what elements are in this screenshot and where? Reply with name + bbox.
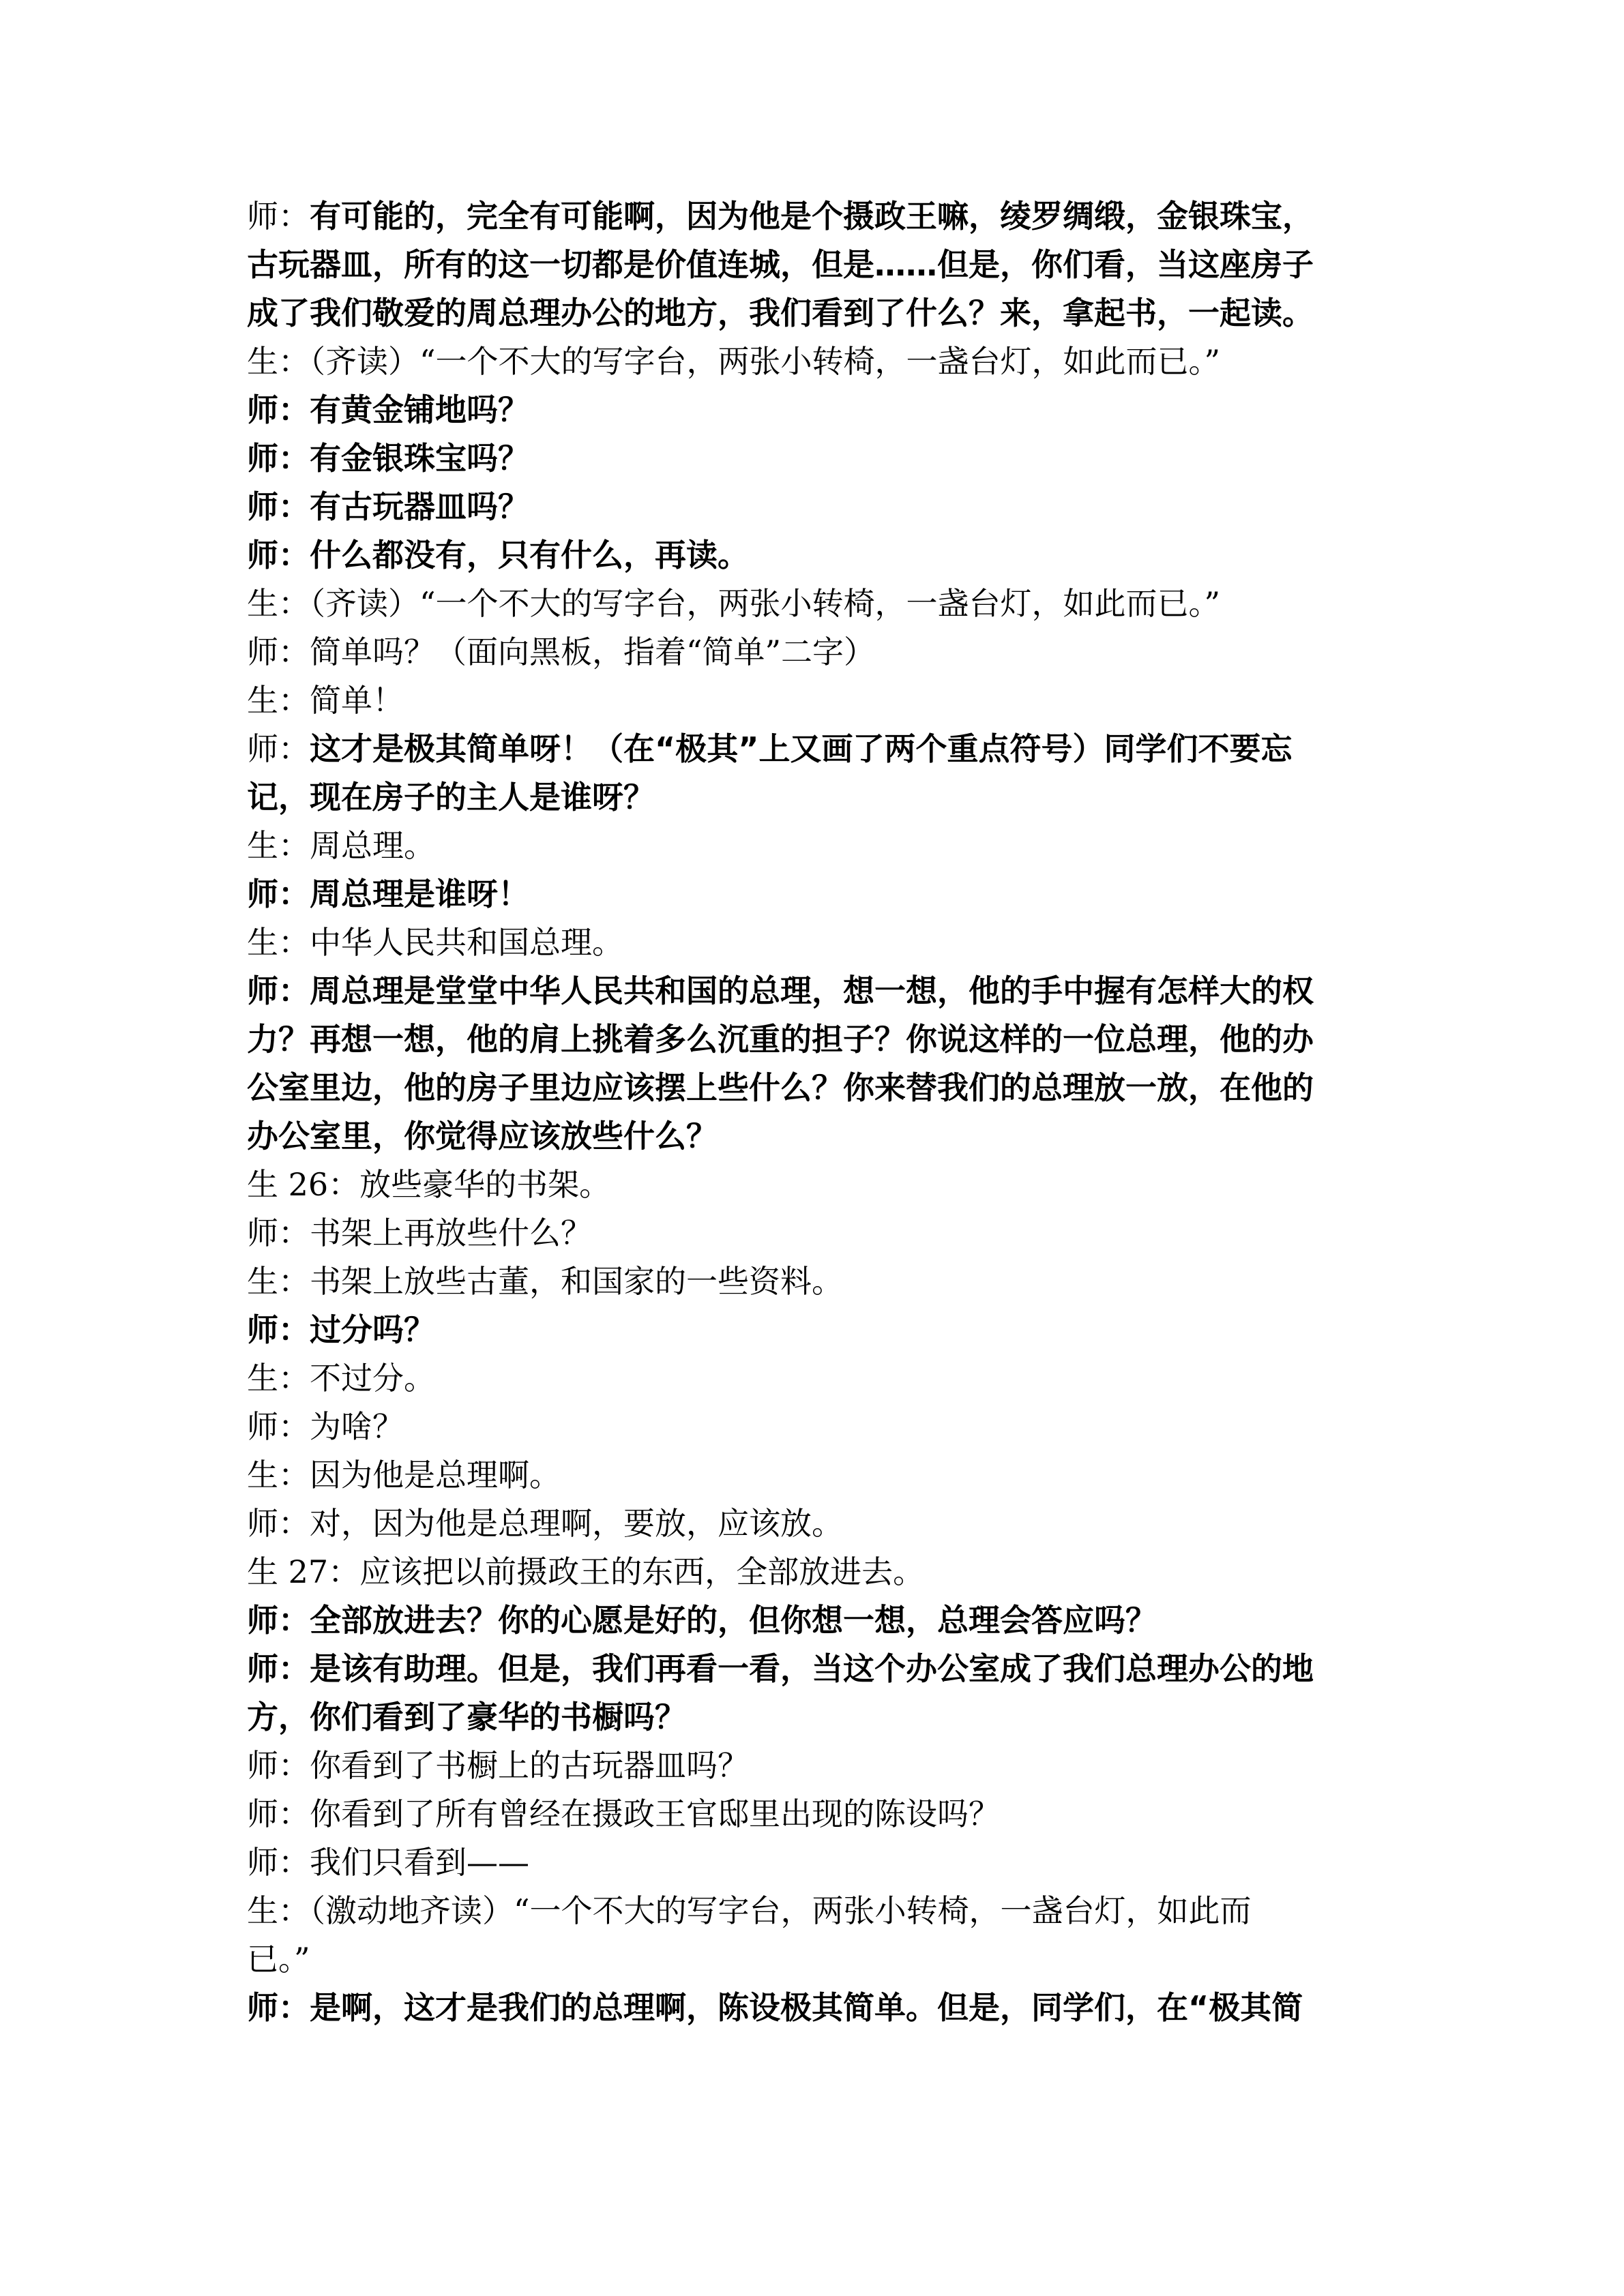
transcript-text xyxy=(247,192,1379,2032)
text-line xyxy=(247,870,1379,919)
text-segment: 生：中华人民共和国总理。 xyxy=(247,924,623,961)
text-line xyxy=(247,289,1379,338)
text-segment: 力？再想一想，他的肩上挑着多么沉重的担子？你说这样的一位总理，他的办 xyxy=(247,1021,1314,1058)
text-line xyxy=(247,773,1379,822)
text-line xyxy=(247,531,1379,580)
text-segment: 生：因为他是总理啊。 xyxy=(247,1457,561,1493)
text-line xyxy=(247,1645,1379,1693)
text-segment: 师：书架上再放些什么？ xyxy=(247,1214,592,1251)
text-segment: 生：（齐读）“一个不大的写字台，两张小转椅，一盏台灯，如此而已。” xyxy=(247,343,1221,380)
text-line xyxy=(247,822,1379,870)
text-segment: 公室里边，他的房子里边应该摆上些什么？你来替我们的总理放一放，在他的 xyxy=(247,1069,1314,1106)
text-segment: 师：全部放进去？你的心愿是好的，但你想一想，总理会答应吗？ xyxy=(247,1602,1157,1639)
text-segment: 生：书架上放些古董，和国家的一些资料。 xyxy=(247,1263,843,1300)
text-segment: 师：有古玩器皿吗？ xyxy=(247,488,529,525)
text-segment: 师：周总理是谁呀！ xyxy=(247,876,529,912)
text-line xyxy=(247,1112,1379,1161)
text-segment: 师：你看到了所有曾经在摄政王官邸里出现的陈设吗？ xyxy=(247,1795,1000,1832)
text-segment: 古玩器皿，所有的这一切都是价值连城，但是……但是，你们看，当这座房子 xyxy=(247,246,1314,283)
text-segment: 生 27：应该把以前摄政王的东西，全部放进去。 xyxy=(247,1553,925,1590)
text-segment: 师： xyxy=(247,730,310,767)
text-segment: 师：是啊，这才是我们的总理啊，陈设极其简单。但是，同学们，在“极其简 xyxy=(247,1989,1303,2026)
text-line xyxy=(247,241,1379,289)
text-line xyxy=(247,1500,1379,1548)
text-segment: 生：不过分。 xyxy=(247,1360,435,1397)
text-segment: 生 26：放些豪华的书架。 xyxy=(247,1166,611,1203)
text-line xyxy=(247,1742,1379,1790)
text-segment: 师：什么都没有，只有什么，再读。 xyxy=(247,537,749,573)
text-line xyxy=(247,1015,1379,1064)
text-segment: 成了我们敬爱的周总理办公的地方，我们看到了什么？来，拿起书，一起读。 xyxy=(247,295,1314,331)
text-line xyxy=(247,1935,1379,1984)
text-segment: 师：是该有助理。但是，我们再看一看，当这个办公室成了我们总理办公的地 xyxy=(247,1650,1314,1687)
text-segment: 师：有金银珠宝吗？ xyxy=(247,440,529,477)
text-segment: 这才是极其简单呀！（在“极其”上又画了两个重点符号）同学们不要忘 xyxy=(310,730,1293,767)
text-line xyxy=(247,483,1379,531)
text-line xyxy=(247,1548,1379,1596)
text-line xyxy=(247,580,1379,628)
text-line xyxy=(247,1451,1379,1500)
text-segment: 师：有黄金铺地吗？ xyxy=(247,391,529,428)
text-line xyxy=(247,192,1379,241)
text-line xyxy=(247,725,1379,773)
text-line xyxy=(247,1209,1379,1257)
text-line xyxy=(247,1306,1379,1354)
text-line xyxy=(247,434,1379,483)
text-line xyxy=(247,1257,1379,1306)
text-line xyxy=(247,1403,1379,1451)
text-line xyxy=(247,1790,1379,1838)
text-line xyxy=(247,967,1379,1015)
text-line xyxy=(247,676,1379,725)
text-line xyxy=(247,386,1379,434)
text-line xyxy=(247,919,1379,967)
text-segment: 生：（齐读）“一个不大的写字台，两张小转椅，一盏台灯，如此而已。” xyxy=(247,585,1221,622)
text-segment: 方，你们看到了豪华的书橱吗？ xyxy=(247,1699,686,1735)
text-segment: 有可能的，完全有可能啊，因为他是个摄政王嘛，绫罗绸缎，金银珠宝， xyxy=(310,198,1314,235)
text-segment: 师：你看到了书橱上的古玩器皿吗？ xyxy=(247,1747,749,1784)
text-line xyxy=(247,1838,1379,1887)
text-line xyxy=(247,1161,1379,1209)
text-line xyxy=(247,338,1379,386)
text-segment: 生：简单！ xyxy=(247,682,404,719)
text-line xyxy=(247,1354,1379,1403)
text-line xyxy=(247,1596,1379,1645)
text-segment: 已。” xyxy=(247,1941,310,1978)
text-segment: 师：我们只看到—— xyxy=(247,1844,529,1881)
text-segment: 师： xyxy=(247,198,310,235)
text-line xyxy=(247,1693,1379,1742)
text-segment: 生：周总理。 xyxy=(247,827,435,864)
text-segment: 师：周总理是堂堂中华人民共和国的总理，想一想，他的手中握有怎样大的权 xyxy=(247,972,1314,1009)
text-segment: 师：简单吗？（面向黑板，指着“简单”二字） xyxy=(247,633,876,670)
text-segment: 师：对，因为他是总理啊，要放，应该放。 xyxy=(247,1505,843,1542)
text-segment: 生：（激动地齐读）“一个不大的写字台，两张小转椅，一盏台灯，如此而 xyxy=(247,1892,1252,1929)
text-segment: 师：过分吗？ xyxy=(247,1311,435,1348)
text-line xyxy=(247,1887,1379,1935)
text-segment: 师：为啥？ xyxy=(247,1408,404,1445)
text-line xyxy=(247,1984,1379,2032)
text-segment: 办公室里，你觉得应该放些什么？ xyxy=(247,1118,718,1154)
text-segment: 记，现在房子的主人是谁呀？ xyxy=(247,779,655,816)
text-line xyxy=(247,628,1379,676)
text-line xyxy=(247,1064,1379,1112)
